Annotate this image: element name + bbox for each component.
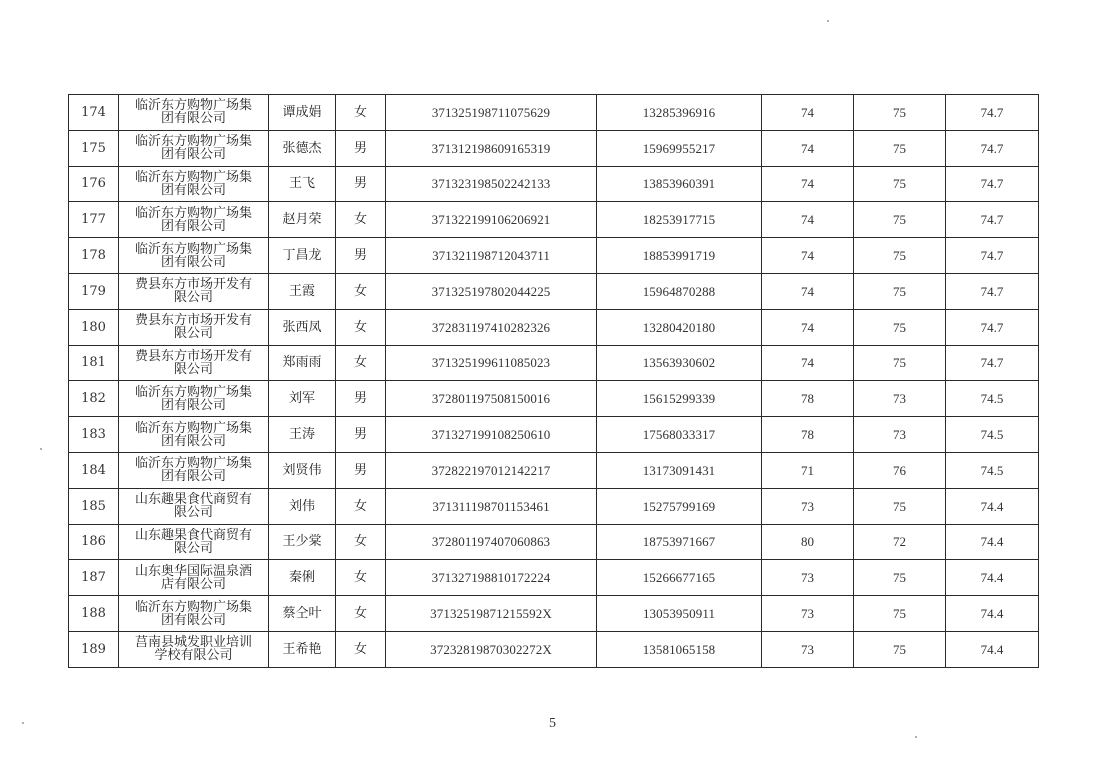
employer-line-1: 临沂东方购物广场集 xyxy=(134,169,252,185)
score-2-cell: 73 xyxy=(854,381,946,417)
employer-cell xyxy=(119,130,269,166)
total-score-cell: 74.4 xyxy=(946,596,1039,632)
scan-speck xyxy=(915,736,917,738)
row-index-cell: 176 xyxy=(69,166,119,202)
score-1-cell: 80 xyxy=(762,524,854,560)
phone-cell: 13581065158 xyxy=(597,631,762,667)
row-index-cell: 179 xyxy=(69,273,119,309)
scan-speck xyxy=(827,20,829,22)
name-cell: 张德杰 xyxy=(269,130,336,166)
score-1-cell: 73 xyxy=(762,631,854,667)
id-number-cell: 372801197407060863 xyxy=(386,524,597,560)
table-row xyxy=(69,238,1039,274)
score-2-cell: 72 xyxy=(854,524,946,560)
id-number-cell: 372822197012142217 xyxy=(386,452,597,488)
table-row xyxy=(69,202,1039,238)
phone-cell: 15275799169 xyxy=(597,488,762,524)
employer-cell xyxy=(119,417,269,453)
id-number-cell: 37132519871215592X xyxy=(386,596,597,632)
table-row xyxy=(69,345,1039,381)
score-1-cell: 74 xyxy=(762,166,854,202)
score-1-cell: 73 xyxy=(762,488,854,524)
gender-cell: 男 xyxy=(336,238,386,274)
employer-cell xyxy=(119,631,269,667)
employer-line-2: 团有限公司 xyxy=(160,469,226,485)
gender-cell: 女 xyxy=(336,309,386,345)
name-cell: 郑雨雨 xyxy=(269,345,336,381)
name-cell: 王霞 xyxy=(269,273,336,309)
total-score-cell: 74.7 xyxy=(946,238,1039,274)
employer-cell xyxy=(119,309,269,345)
name-cell: 张西凤 xyxy=(269,309,336,345)
employer-line-1: 临沂东方购物广场集 xyxy=(134,384,252,400)
employer-line-1: 费县东方市场开发有 xyxy=(134,313,252,329)
table-row xyxy=(69,166,1039,202)
row-index-cell: 175 xyxy=(69,130,119,166)
table-row xyxy=(69,95,1039,131)
score-2-cell: 75 xyxy=(854,273,946,309)
employer-line-1: 费县东方市场开发有 xyxy=(134,348,252,364)
total-score-cell: 74.5 xyxy=(946,417,1039,453)
employer-cell xyxy=(119,202,269,238)
id-number-cell: 372831197410282326 xyxy=(386,309,597,345)
table-row xyxy=(69,452,1039,488)
gender-cell: 女 xyxy=(336,560,386,596)
phone-cell: 13173091431 xyxy=(597,452,762,488)
score-1-cell: 74 xyxy=(762,273,854,309)
score-2-cell: 75 xyxy=(854,130,946,166)
employer-line-2: 限公司 xyxy=(173,290,213,306)
phone-cell: 18753971667 xyxy=(597,524,762,560)
gender-cell: 女 xyxy=(336,524,386,560)
employer-cell xyxy=(119,524,269,560)
gender-cell: 女 xyxy=(336,95,386,131)
employer-line-2: 限公司 xyxy=(173,361,213,377)
phone-cell: 15964870288 xyxy=(597,273,762,309)
table-row xyxy=(69,631,1039,667)
id-number-cell: 371325198711075629 xyxy=(386,95,597,131)
total-score-cell: 74.7 xyxy=(946,309,1039,345)
table-row xyxy=(69,130,1039,166)
employer-cell xyxy=(119,488,269,524)
row-index-cell: 188 xyxy=(69,596,119,632)
phone-cell: 15615299339 xyxy=(597,381,762,417)
name-cell: 王少棠 xyxy=(269,524,336,560)
score-2-cell: 75 xyxy=(854,488,946,524)
roster-body xyxy=(69,95,1039,668)
row-index-cell: 187 xyxy=(69,560,119,596)
id-number-cell: 371311198701153461 xyxy=(386,488,597,524)
score-2-cell: 75 xyxy=(854,166,946,202)
phone-cell: 17568033317 xyxy=(597,417,762,453)
id-number-cell: 37232819870302272X xyxy=(386,631,597,667)
employer-cell xyxy=(119,345,269,381)
phone-cell: 18853991719 xyxy=(597,238,762,274)
employer-line-2: 团有限公司 xyxy=(160,433,226,449)
gender-cell: 男 xyxy=(336,452,386,488)
table-row xyxy=(69,524,1039,560)
id-number-cell: 371323198502242133 xyxy=(386,166,597,202)
roster-table xyxy=(68,94,1039,668)
phone-cell: 13563930602 xyxy=(597,345,762,381)
row-index-cell: 180 xyxy=(69,309,119,345)
employer-line-2: 团有限公司 xyxy=(160,218,226,234)
employer-line-1: 临沂东方购物广场集 xyxy=(134,205,252,221)
name-cell: 丁昌龙 xyxy=(269,238,336,274)
total-score-cell: 74.7 xyxy=(946,345,1039,381)
table-row xyxy=(69,560,1039,596)
id-number-cell: 372801197508150016 xyxy=(386,381,597,417)
employer-line-2: 团有限公司 xyxy=(160,254,226,270)
score-1-cell: 74 xyxy=(762,238,854,274)
phone-cell: 18253917715 xyxy=(597,202,762,238)
employer-line-1: 山东奥华国际温泉酒 xyxy=(134,563,252,579)
id-number-cell: 371322199106206921 xyxy=(386,202,597,238)
employer-line-2: 学校有限公司 xyxy=(154,648,233,664)
total-score-cell: 74.7 xyxy=(946,130,1039,166)
phone-cell: 15969955217 xyxy=(597,130,762,166)
score-1-cell: 73 xyxy=(762,560,854,596)
employer-line-2: 限公司 xyxy=(173,505,213,521)
score-2-cell: 73 xyxy=(854,417,946,453)
employer-cell xyxy=(119,452,269,488)
total-score-cell: 74.5 xyxy=(946,452,1039,488)
table-row xyxy=(69,488,1039,524)
employer-line-2: 团有限公司 xyxy=(160,397,226,413)
total-score-cell: 74.7 xyxy=(946,273,1039,309)
id-number-cell: 371325197802044225 xyxy=(386,273,597,309)
gender-cell: 女 xyxy=(336,488,386,524)
employer-line-1: 临沂东方购物广场集 xyxy=(134,241,252,257)
name-cell: 王希艳 xyxy=(269,631,336,667)
employer-line-1: 临沂东方购物广场集 xyxy=(134,134,252,150)
employer-line-1: 山东趣果食代商贸有 xyxy=(134,527,252,543)
name-cell: 刘伟 xyxy=(269,488,336,524)
gender-cell: 女 xyxy=(336,631,386,667)
score-2-cell: 75 xyxy=(854,202,946,238)
score-2-cell: 75 xyxy=(854,631,946,667)
row-index-cell: 186 xyxy=(69,524,119,560)
employer-cell xyxy=(119,381,269,417)
employer-line-1: 费县东方市场开发有 xyxy=(134,277,252,293)
employer-line-2: 团有限公司 xyxy=(160,182,226,198)
row-index-cell: 183 xyxy=(69,417,119,453)
table-row xyxy=(69,417,1039,453)
phone-cell: 13280420180 xyxy=(597,309,762,345)
employer-line-1: 临沂东方购物广场集 xyxy=(134,420,252,436)
phone-cell: 13853960391 xyxy=(597,166,762,202)
gender-cell: 女 xyxy=(336,202,386,238)
phone-cell: 13053950911 xyxy=(597,596,762,632)
name-cell: 王涛 xyxy=(269,417,336,453)
employer-cell xyxy=(119,166,269,202)
row-index-cell: 174 xyxy=(69,95,119,131)
id-number-cell: 371327198810172224 xyxy=(386,560,597,596)
row-index-cell: 184 xyxy=(69,452,119,488)
employer-line-2: 团有限公司 xyxy=(160,612,226,628)
name-cell: 王飞 xyxy=(269,166,336,202)
employer-line-1: 临沂东方购物广场集 xyxy=(134,599,252,615)
row-index-cell: 178 xyxy=(69,238,119,274)
name-cell: 刘军 xyxy=(269,381,336,417)
score-2-cell: 75 xyxy=(854,95,946,131)
row-index-cell: 181 xyxy=(69,345,119,381)
page-number: 5 xyxy=(549,716,556,731)
employer-line-1: 临沂东方购物广场集 xyxy=(134,98,252,114)
name-cell: 刘贤伟 xyxy=(269,452,336,488)
employer-cell xyxy=(119,238,269,274)
table-row xyxy=(69,381,1039,417)
employer-line-2: 团有限公司 xyxy=(160,111,226,127)
total-score-cell: 74.7 xyxy=(946,166,1039,202)
gender-cell: 男 xyxy=(336,417,386,453)
score-2-cell: 75 xyxy=(854,596,946,632)
score-2-cell: 75 xyxy=(854,309,946,345)
score-1-cell: 74 xyxy=(762,95,854,131)
score-2-cell: 75 xyxy=(854,345,946,381)
name-cell: 蔡仝叶 xyxy=(269,596,336,632)
total-score-cell: 74.4 xyxy=(946,560,1039,596)
score-1-cell: 74 xyxy=(762,345,854,381)
score-1-cell: 78 xyxy=(762,381,854,417)
id-number-cell: 371321198712043711 xyxy=(386,238,597,274)
score-1-cell: 78 xyxy=(762,417,854,453)
scan-speck xyxy=(22,722,24,724)
employer-cell xyxy=(119,95,269,131)
score-1-cell: 73 xyxy=(762,596,854,632)
name-cell: 赵月荣 xyxy=(269,202,336,238)
total-score-cell: 74.4 xyxy=(946,524,1039,560)
name-cell: 秦俐 xyxy=(269,560,336,596)
employer-cell xyxy=(119,273,269,309)
employer-cell xyxy=(119,560,269,596)
gender-cell: 女 xyxy=(336,273,386,309)
score-2-cell: 76 xyxy=(854,452,946,488)
score-1-cell: 74 xyxy=(762,309,854,345)
row-index-cell: 177 xyxy=(69,202,119,238)
employer-line-2: 限公司 xyxy=(173,540,213,556)
employer-line-2: 团有限公司 xyxy=(160,147,226,163)
phone-cell: 15266677165 xyxy=(597,560,762,596)
table-row xyxy=(69,309,1039,345)
total-score-cell: 74.5 xyxy=(946,381,1039,417)
score-1-cell: 71 xyxy=(762,452,854,488)
score-1-cell: 74 xyxy=(762,202,854,238)
id-number-cell: 371327199108250610 xyxy=(386,417,597,453)
id-number-cell: 371325199611085023 xyxy=(386,345,597,381)
phone-cell: 13285396916 xyxy=(597,95,762,131)
employer-line-2: 限公司 xyxy=(173,326,213,342)
name-cell: 谭成娟 xyxy=(269,95,336,131)
total-score-cell: 74.4 xyxy=(946,631,1039,667)
total-score-cell: 74.4 xyxy=(946,488,1039,524)
gender-cell: 女 xyxy=(336,596,386,632)
score-2-cell: 75 xyxy=(854,560,946,596)
score-1-cell: 74 xyxy=(762,130,854,166)
gender-cell: 女 xyxy=(336,345,386,381)
employer-line-1: 莒南县城发职业培训 xyxy=(134,635,252,651)
row-index-cell: 185 xyxy=(69,488,119,524)
table-row xyxy=(69,596,1039,632)
row-index-cell: 182 xyxy=(69,381,119,417)
row-index-cell: 189 xyxy=(69,631,119,667)
gender-cell: 男 xyxy=(336,130,386,166)
gender-cell: 男 xyxy=(336,381,386,417)
total-score-cell: 74.7 xyxy=(946,202,1039,238)
employer-cell xyxy=(119,596,269,632)
employer-line-2: 店有限公司 xyxy=(160,576,226,592)
scan-speck xyxy=(40,448,42,450)
table-row xyxy=(69,273,1039,309)
id-number-cell: 371312198609165319 xyxy=(386,130,597,166)
score-2-cell: 75 xyxy=(854,238,946,274)
total-score-cell: 74.7 xyxy=(946,95,1039,131)
employer-line-1: 山东趣果食代商贸有 xyxy=(134,492,252,508)
employer-line-1: 临沂东方购物广场集 xyxy=(134,456,252,472)
gender-cell: 男 xyxy=(336,166,386,202)
